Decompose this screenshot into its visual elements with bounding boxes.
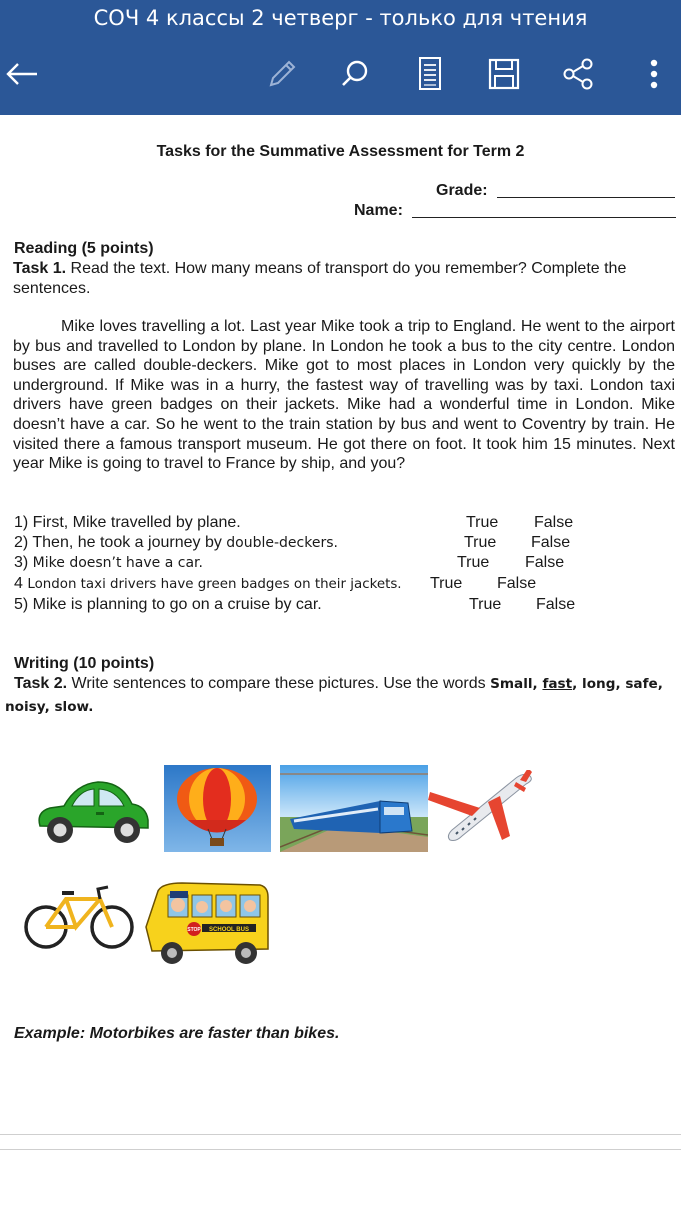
document-page[interactable] (0, 115, 681, 1229)
grade-line (497, 197, 675, 198)
task2-words-c: noisy, slow. (5, 699, 94, 715)
statement-1-true[interactable]: True (466, 514, 499, 531)
writing-title: Writing (10 points) (14, 655, 155, 672)
statement-4-true[interactable]: True (430, 575, 463, 592)
task2-instruction (14, 675, 663, 693)
bus-sign: SCHOOL BUS (209, 927, 249, 933)
train-icon (280, 765, 428, 852)
statement-4: 4 London taxi drivers have green badges on their jackets. (14, 575, 402, 592)
school-bus-icon (142, 881, 274, 969)
bicycle-picture (18, 877, 140, 957)
school-bus-picture (142, 881, 274, 969)
statement-2-true[interactable]: True (464, 534, 497, 551)
reading-mode-icon (416, 56, 444, 92)
save-button[interactable] (484, 52, 524, 96)
airplane-icon (428, 770, 534, 852)
statement-3-true[interactable]: True (457, 554, 490, 571)
statement-2: 2) Then, he took a journey by double-deckers. (14, 534, 338, 551)
document-title: СОЧ 4 классы 2 четверг - только для чтения (93, 6, 588, 30)
task1-instruction (13, 259, 675, 299)
task2-label: Task 2. (14, 675, 68, 692)
train-picture (280, 765, 428, 852)
statement-5-false[interactable]: False (536, 596, 576, 613)
name-line (412, 217, 676, 218)
statement-4-false[interactable]: False (497, 575, 537, 592)
reading-title: Reading (5 points) (14, 240, 154, 257)
bicycle-icon (18, 877, 140, 957)
save-icon (487, 57, 521, 91)
task1-text: Read the text. How many means of transport do you remember? Complete the sentences. (13, 260, 627, 297)
car-icon (32, 770, 152, 850)
statement-5-true[interactable]: True (469, 596, 502, 613)
stop-sign: STOP (187, 927, 201, 933)
search-button[interactable] (335, 52, 375, 96)
page-divider-2 (0, 1149, 681, 1150)
task2-words-b: , long, safe, (572, 676, 663, 692)
writing-example: Example: Motorbikes are faster than bikes. (14, 1025, 340, 1042)
back-button[interactable] (2, 52, 42, 96)
reading-mode-button[interactable] (410, 52, 450, 96)
airplane-picture (428, 770, 534, 852)
edit-button[interactable] (262, 52, 302, 96)
share-icon (561, 57, 595, 91)
task2-text: Write sentences to compare these pictures. Use the words (67, 675, 491, 692)
grade-label: Grade: (436, 182, 488, 199)
statement-2-false[interactable]: False (531, 534, 571, 551)
share-button[interactable] (558, 52, 598, 96)
document-heading: Tasks for the Summative Assessment for Term 2 (156, 143, 525, 160)
reading-passage: Mike loves travelling a lot. Last year Mike took a trip to England. He went to the airport by bus and travelled to London by plane. In London he took a bus to the city centre. London buses are called double-deckers. Mike got to most places in London very quickly by the underground. If Mike was in a hurry, the fastest way of travelling was by taxi. London taxi drivers have green badges on their jackets. Mike had a wonderful time in London. Mike doesn’t have a car. So he went to the train station by bus and went to Coventry by train. He visited there a famous transport museum. He got there on foot. It took him 15 minutes. Next year Mike is going to travel to France by ship, and you? (13, 318, 675, 473)
back-arrow-icon (5, 63, 39, 85)
statement-3: 3) Mike doesn’t have a car. (14, 554, 203, 571)
statement-3-false[interactable]: False (525, 554, 565, 571)
statement-1-false[interactable]: False (534, 514, 574, 531)
more-options-button[interactable] (636, 52, 672, 96)
search-icon (338, 57, 372, 91)
hot-air-balloon-icon (164, 765, 271, 852)
statement-1: 1) First, Mike travelled by plane. (14, 514, 241, 531)
name-label: Name: (354, 202, 403, 219)
app-bar (0, 0, 681, 115)
car-picture (32, 770, 152, 850)
balloon-picture (164, 765, 271, 852)
more-vertical-icon (648, 57, 660, 91)
task2-words-a: Small, (490, 676, 543, 692)
task1-label: Task 1. (13, 260, 67, 277)
page-divider (0, 1134, 681, 1135)
statement-5: 5) Mike is planning to go on a cruise by car. (14, 596, 322, 613)
task2-word-fast: fast (542, 676, 573, 692)
pencil-icon (265, 57, 299, 91)
